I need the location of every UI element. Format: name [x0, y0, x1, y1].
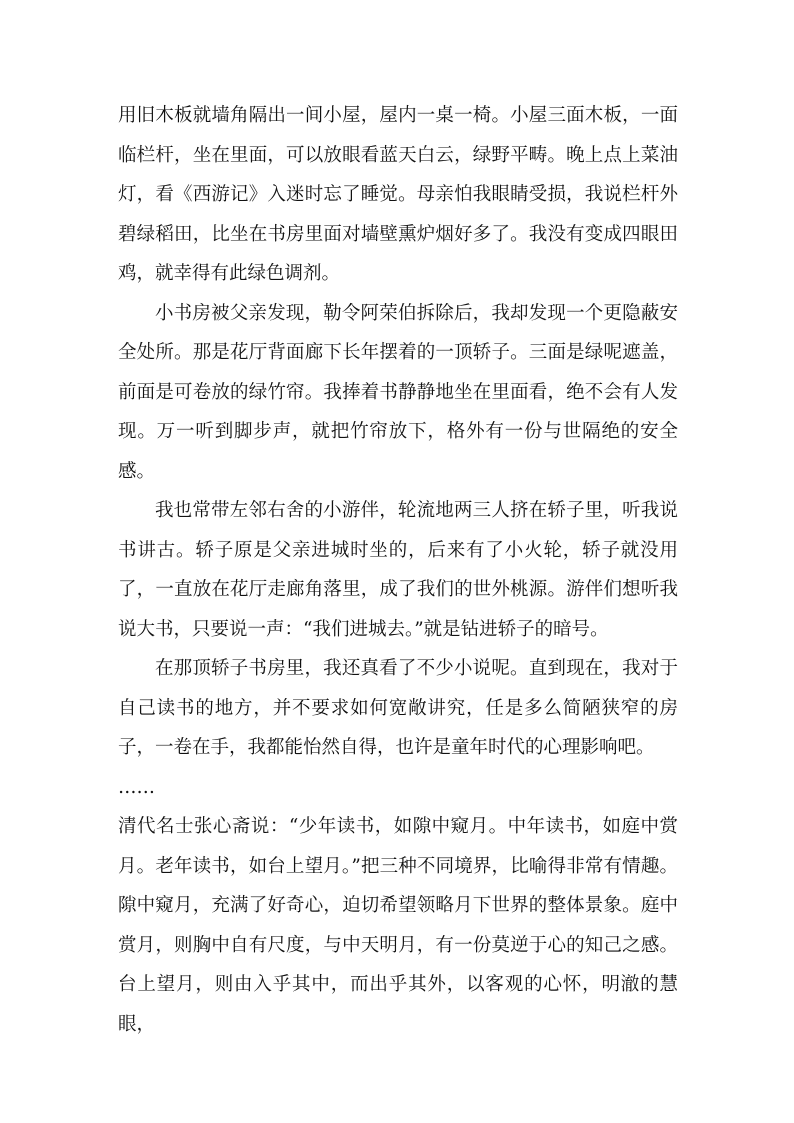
document-page [118, 96, 678, 1044]
paragraph-2: 小书房被父亲发现，勒令阿荣伯拆除后，我却发现一个更隐蔽安全处所。那是花厅背面廊下长年摆着的一顶轿子。三面是绿呢遮盖，前面是可卷放的绿竹帘。我捧着书静静地坐在里面看，绝不会有人发现。万一听到脚步声，就把竹帘放下，格外有一份与世隔绝的安全感。 [118, 302, 678, 482]
paragraph-1: 用旧木板就墙角隔出一间小屋，屋内一桌一椅。小屋三面木板，一面临栏杆，坐在里面，可以放眼看蓝天白云，绿野平畴。晚上点上菜油灯，看《西游记》入迷时忘了睡觉。母亲怕我眼睛受损，我说栏杆外碧绿稻田，比坐在书房里面对墙壁熏炉烟好多了。我没有变成四眼田鸡，就幸得有此绿色调剂。 [118, 105, 678, 284]
ellipsis-line: …… [118, 776, 155, 798]
paragraph-4: 在那顶轿子书房里，我还真看了不少小说呢。直到现在，我对于自己读书的地方，并不要求如何宽敞讲究，任是多么简陋狭窄的房子，一卷在手，我都能怡然自得，也许是童年时代的心理影响吧。 [118, 658, 678, 758]
paragraph-5: 清代名士张心斋说：“少年读书，如隙中窥月。中年读书，如庭中赏月。老年读书，如台上望月。”把三种不同境界，比喻得非常有情趣。隙中窥月，充满了好奇心，迫切希望领略月下世界的整体景象。庭中赏月，则胸中自有尺度，与中天明月，有一份莫逆于心的知己之感。台上望月，则由入乎其中，而出乎其外，以客观的心怀，明澈的慧眼， [118, 816, 678, 1035]
paragraph-3: 我也常带左邻右舍的小游伴，轮流地两三人挤在轿子里，听我说书讲古。轿子原是父亲进城时坐的，后来有了小火轮，轿子就没用了，一直放在花厅走廊角落里，成了我们的世外桃源。游伴们想听我说大书，只要说一声：“我们进城去。”就是钻进轿子的暗号。 [118, 500, 678, 640]
